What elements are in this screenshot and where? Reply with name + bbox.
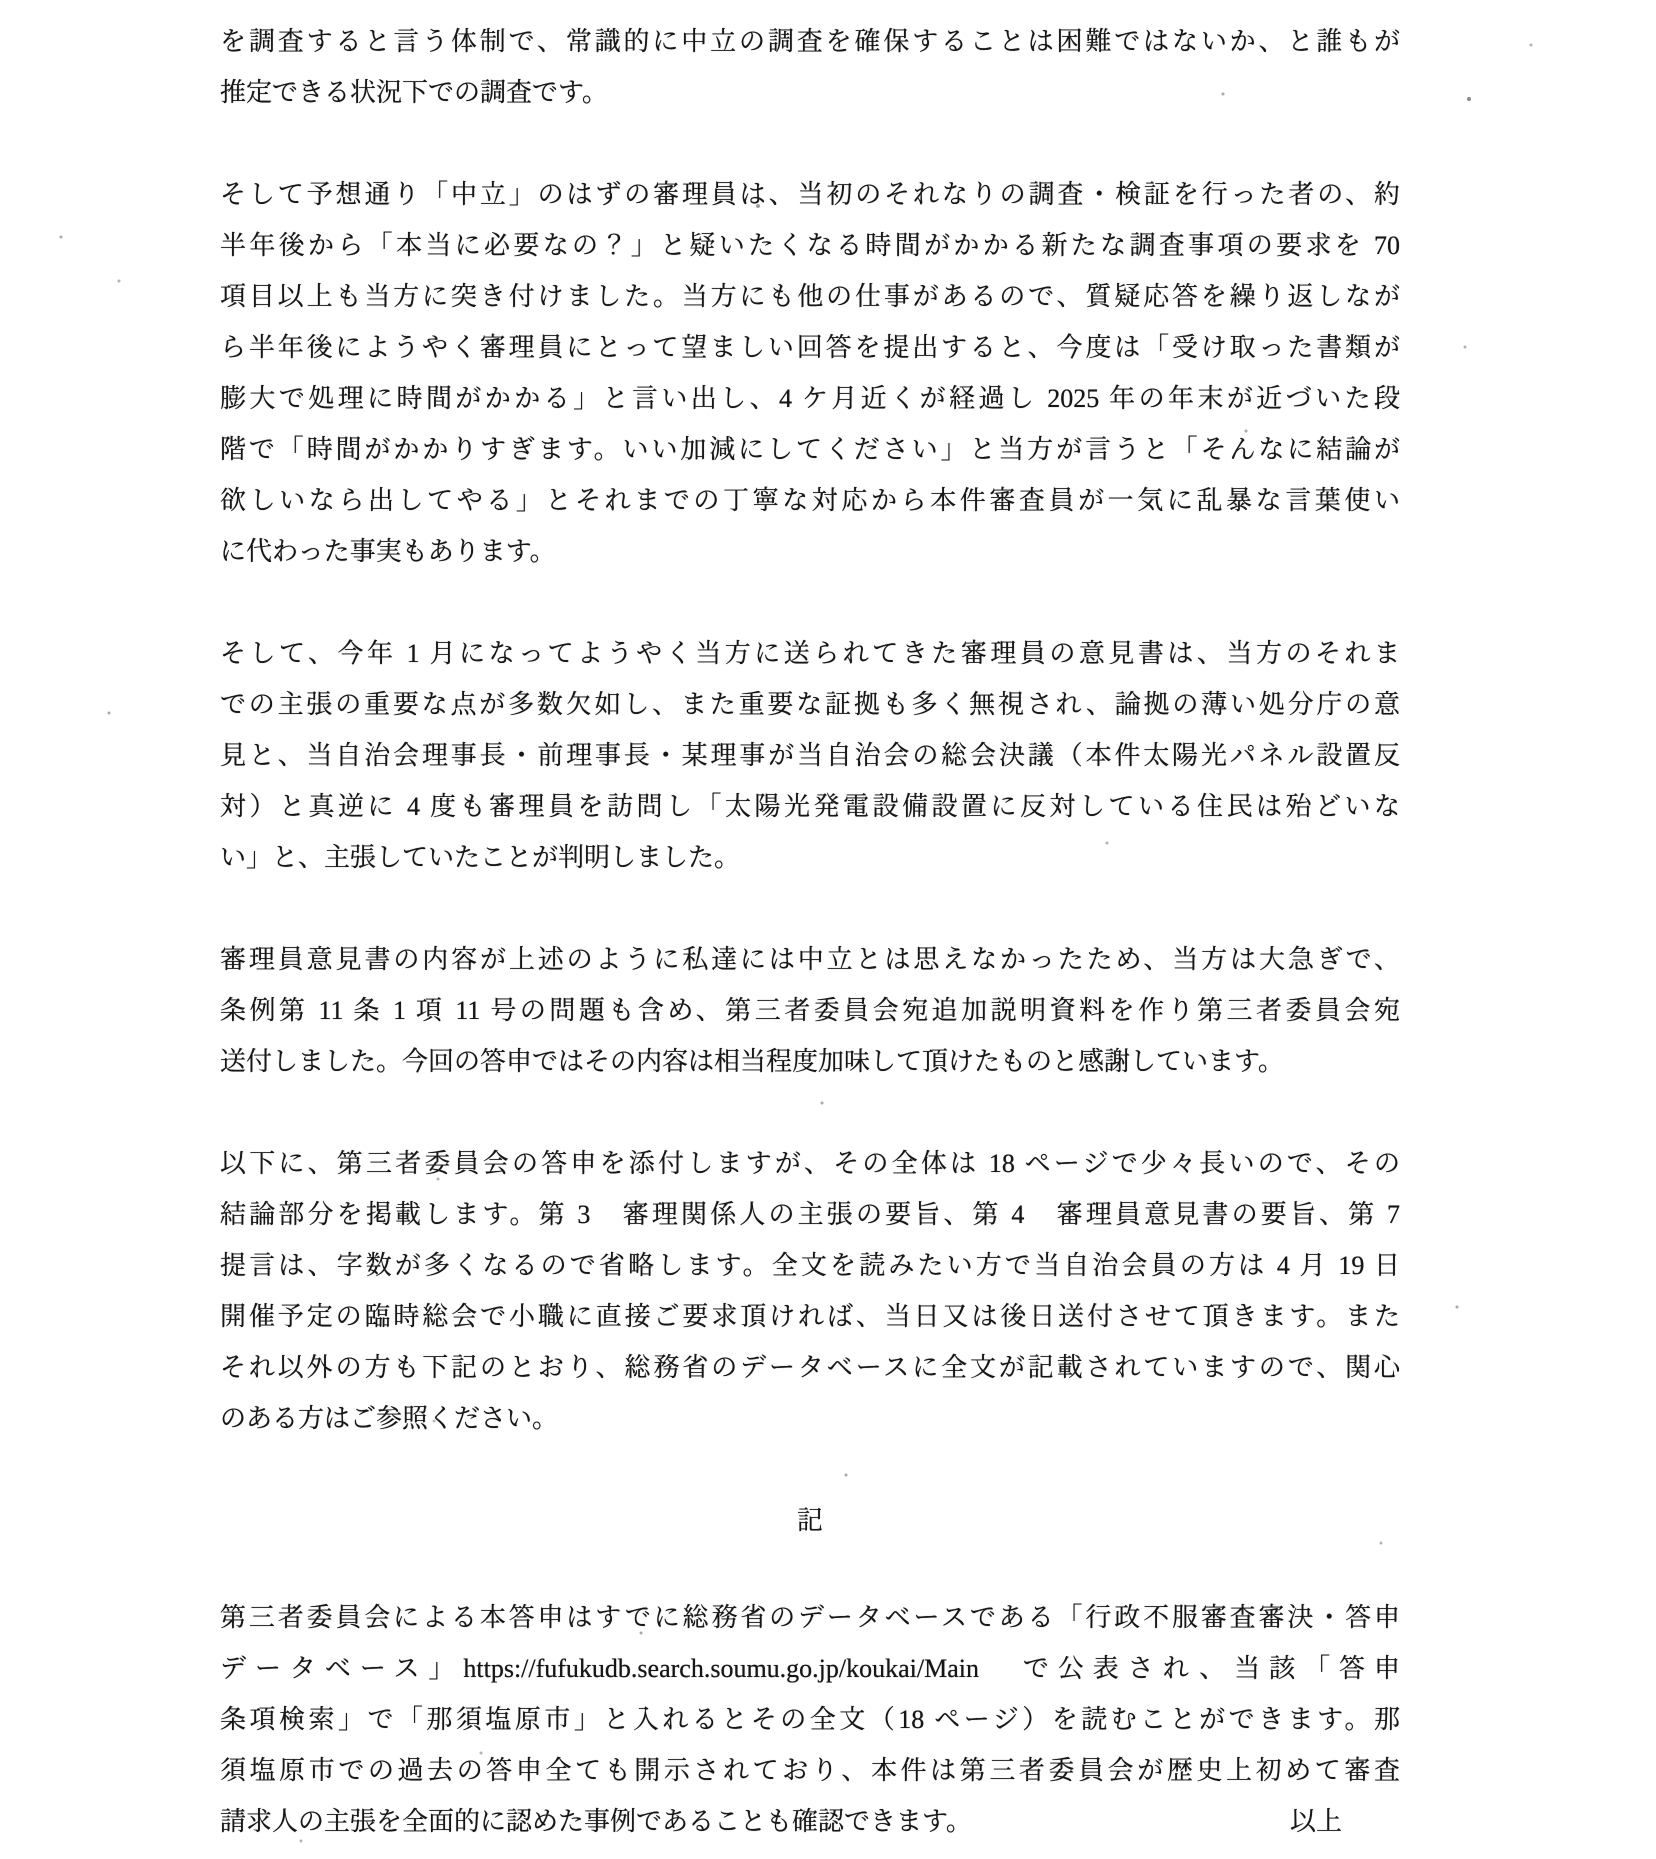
text-line: のある方はご参照ください。 (220, 1404, 559, 1433)
text-line: 送付しました。今回の答申ではその内容は相当程度加味して頂けたものと感謝しています。 (220, 1047, 1284, 1076)
text-line: 膨大で処理に時間がかかる」と言い出し、4 ケ月近くが経過し 2025 年の年末が近づいた段 (220, 384, 1400, 413)
text-line: それ以外の方も下記のとおり、総務省のデータベースに全文が記載されていますので、関心 (220, 1353, 1400, 1382)
text-line: での主張の重要な点が多数欠如し、また重要な証拠も多く無視され、論拠の薄い処分庁の意 (220, 690, 1400, 719)
paragraph-report-attachment (220, 1138, 1400, 1444)
closing-sentence: 請求人の主張を全面的に認めた事例であることも確認できます。 (220, 1807, 972, 1836)
paragraph-opinion-report (220, 628, 1400, 883)
paragraph-supplementary-materials (220, 934, 1400, 1087)
text-line: 推定できる状況下での調査です。 (220, 78, 608, 107)
text-line: 見と、当自治会理事長・前理事長・某理事が当自治会の総会決議（本件太陽光パネル設置反 (220, 741, 1400, 770)
text-line: 項目以上も当方に突き付けました。当方にも他の仕事があるので、質疑応答を繰り返しなが (220, 282, 1400, 311)
paragraph-database-access (220, 1592, 1400, 1847)
letter-body (220, 16, 1400, 1859)
ijou-closing-mark: 以上 (1289, 1807, 1342, 1836)
text-line: 条例第 11 条 1 項 11 号の問題も含め、第三者委員会宛追加説明資料を作り第三者委員会宛 (220, 996, 1400, 1025)
text-line: に代わった事実もあります。 (220, 537, 556, 566)
text-line: 以下に、第三者委員会の答申を添付しますが、その全体は 18 ページで少々長いので、その (220, 1149, 1400, 1178)
text-line: 提言は、字数が多くなるので省略します。全文を読みたい方で当自治会員の方は 4 月 19 日 (220, 1251, 1400, 1280)
text-line: 欲しいなら出してやる」とそれまでの丁寧な対応から本件審査員が一気に乱暴な言葉使い (220, 486, 1400, 515)
text-line: い」と、主張していたことが判明しました。 (220, 843, 741, 872)
text-line-with-url: データベース」https://fufukudb.search.soumu.go.jp/koukai/Main で公表され、当該「答申 (220, 1654, 1400, 1683)
text-line: そして予想通り「中立」のはずの審理員は、当初のそれなりの調査・検証を行った者の、約 (220, 180, 1400, 209)
text-line: を調査すると言う体制で、常識的に中立の調査を確保することは困難ではないか、と誰もが (220, 27, 1400, 56)
text-line: 第三者委員会による本答申はすでに総務省のデータベースである「行政不服審査審決・答申 (220, 1603, 1400, 1632)
text-line: 半年後から「本当に必要なの？」と疑いたくなる時間がかかる新たな調査事項の要求を 70 (220, 231, 1400, 260)
text-line: 条項検索」で「那須塩原市」と入れるとその全文（18 ページ）を読むことができます。那 (220, 1705, 1400, 1734)
text-line: 審理員意見書の内容が上述のように私達には中立とは思えなかったため、当方は大急ぎで、 (220, 945, 1400, 974)
paragraph-neutrality-doubt (220, 16, 1400, 118)
text-line: 開催予定の臨時総会で小職に直接ご要求頂ければ、当日又は後日送付させて頂きます。また (220, 1302, 1400, 1331)
text-line: そして、今年 1 月になってようやく当方に送られてきた審理員の意見書は、当方のそれま (220, 639, 1400, 668)
text-line: 結論部分を掲載します。第 3 審理関係人の主張の要旨、第 4 審理員意見書の要旨、第 7 (220, 1200, 1400, 1229)
text-line: 階で「時間がかかりすぎます。いい加減にしてください」と当方が言うと「そんなに結論が (220, 435, 1400, 464)
text-line: 須塩原市での過去の答申全ても開示されており、本件は第三者委員会が歴史上初めて審査 (220, 1756, 1400, 1785)
text-line: ら半年後にようやく審理員にとって望ましい回答を提出すると、今度は「受け取った書類が (220, 333, 1400, 362)
paragraph-examiner-conduct (220, 169, 1400, 577)
closing-line (220, 1796, 1400, 1847)
text-line: 対）と真逆に 4 度も審理員を訪問し「太陽光発電設備設置に反対している住民は殆どいな (220, 792, 1400, 821)
ki-marker: 記 (796, 1506, 823, 1535)
